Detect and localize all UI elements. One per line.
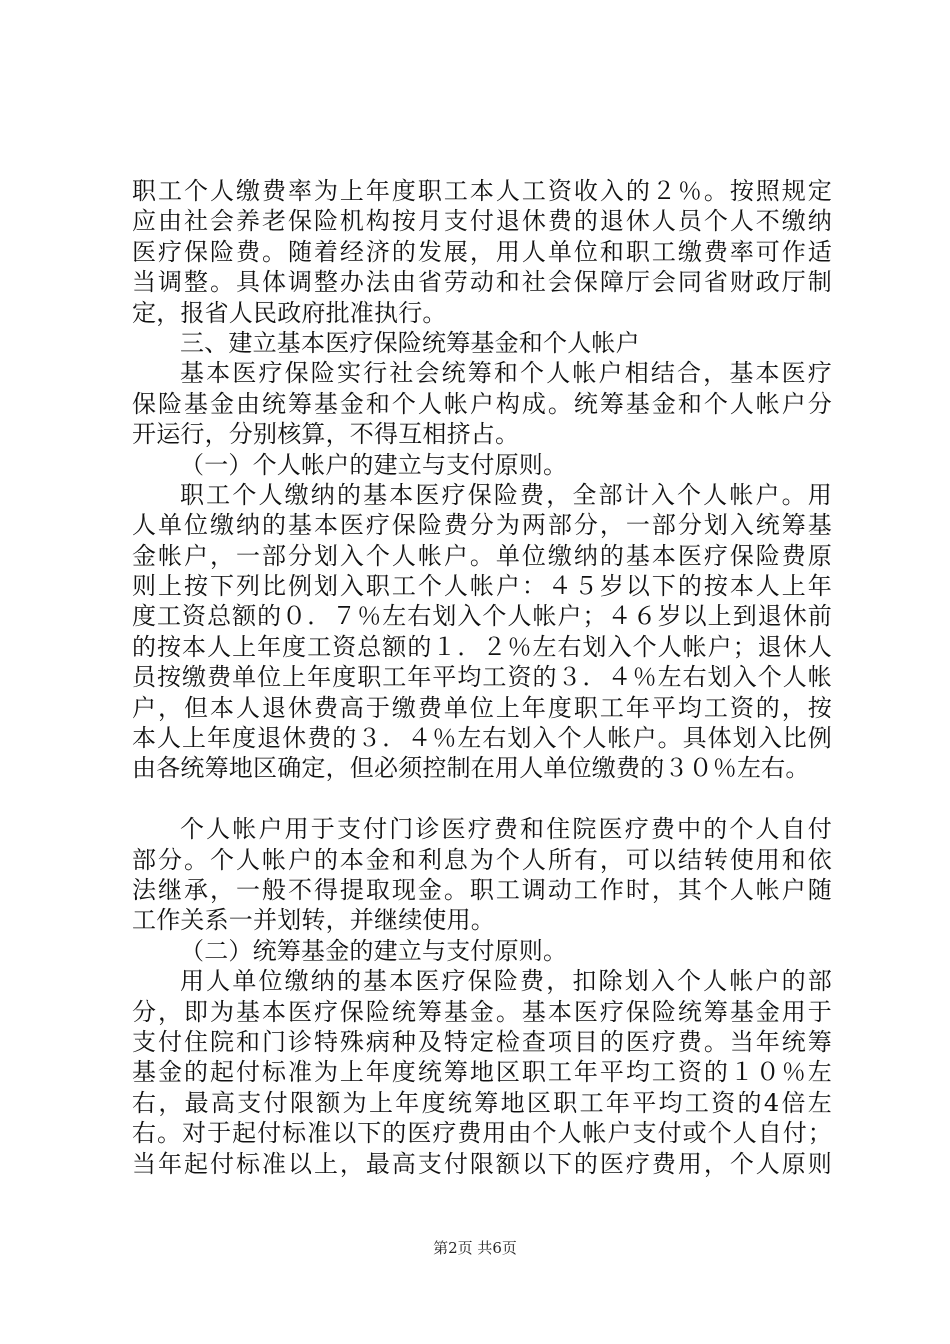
text-line: 应由社会养老保险机构按月支付退休费的退休人员个人不缴纳 xyxy=(132,207,832,236)
text-line: 分，即为基本医疗保险统筹基金。基本医疗保险统筹基金用于 xyxy=(132,997,832,1026)
text-line: 则上按下列比例划入职工个人帐户：４５岁以下的按本人上年 xyxy=(132,572,832,601)
text-line: 三、建立基本医疗保险统筹基金和个人帐户 xyxy=(180,328,640,357)
text-line: 的按本人上年度工资总额的１．２％左右划入个人帐户；退休人 xyxy=(132,632,832,661)
page-number: 第2页 共6页 xyxy=(433,1239,517,1257)
text-line: 支付住院和门诊特殊病种及特定检查项目的医疗费。当年统筹 xyxy=(132,1027,832,1056)
paragraph xyxy=(132,358,832,449)
text-line: 工作关系一并划转，并继续使用。 xyxy=(132,906,495,935)
paragraph xyxy=(132,480,832,784)
paragraph xyxy=(132,176,832,328)
text-line: 个人帐户用于支付门诊医疗费和住院医疗费中的个人自付 xyxy=(180,815,832,844)
text-line: 人单位缴纳的基本医疗保险费分为两部分，一部分划入统筹基 xyxy=(132,511,832,540)
text-line: 保险基金由统筹基金和个人帐户构成。统筹基金和个人帐户分 xyxy=(132,389,832,418)
paragraph xyxy=(132,814,832,936)
page-footer xyxy=(0,1237,950,1258)
text-line: 职工个人缴纳的基本医疗保险费，全部计入个人帐户。用 xyxy=(180,480,832,509)
text-line: （一）个人帐户的建立与支付原则。 xyxy=(180,450,568,479)
text-line: 开运行，分别核算，不得互相挤占。 xyxy=(132,420,520,449)
paragraph-gap xyxy=(132,784,832,814)
paragraph xyxy=(132,966,832,1179)
text-line: 用人单位缴纳的基本医疗保险费，扣除划入个人帐户的部 xyxy=(180,967,832,996)
text-line: 本人上年度退休费的３．４％左右划入个人帐户。具体划入比例 xyxy=(132,724,832,753)
text-line: 金帐户，一部分划入个人帐户。单位缴纳的基本医疗保险费原 xyxy=(132,541,832,570)
text-line: 右，最高支付限额为上年度统筹地区职工年平均工资的4倍左 xyxy=(132,1088,832,1117)
paragraph xyxy=(132,328,832,358)
text-line: 度工资总额的０．７％左右划入个人帐户；４６岁以上到退休前 xyxy=(132,602,832,631)
paragraph xyxy=(132,936,832,966)
paragraph xyxy=(132,450,832,480)
text-line: 户，但本人退休费高于缴费单位上年度职工年平均工资的，按 xyxy=(132,693,832,722)
text-line: 法继承，一般不得提取现金。职工调动工作时，其个人帐户随 xyxy=(132,875,832,904)
text-line: 职工个人缴费率为上年度职工本人工资收入的２％。按照规定 xyxy=(132,177,832,205)
text-line: 医疗保险费。随着经济的发展，用人单位和职工缴费率可作适 xyxy=(132,237,832,266)
text-line: 基金的起付标准为上年度统筹地区职工年平均工资的１０％左 xyxy=(132,1058,832,1087)
document-body xyxy=(132,176,832,1179)
text-line: 部分。个人帐户的本金和利息为个人所有，可以结转使用和依 xyxy=(132,845,832,874)
text-line: 员按缴费单位上年度职工年平均工资的３．４％左右划入个人帐 xyxy=(132,663,832,692)
text-line: 当年起付标准以上，最高支付限额以下的医疗费用，个人原则 xyxy=(132,1149,832,1178)
text-line: 基本医疗保险实行社会统筹和个人帐户相结合，基本医疗 xyxy=(180,359,832,388)
text-line: （二）统筹基金的建立与支付原则。 xyxy=(180,936,568,965)
text-line: 由各统筹地区确定，但必须控制在用人单位缴费的３０％左右。 xyxy=(132,754,810,783)
text-line: 定，报省人民政府批准执行。 xyxy=(132,298,447,327)
text-line: 当调整。具体调整办法由省劳动和社会保障厅会同省财政厅制 xyxy=(132,268,832,297)
text-line: 右。对于起付标准以下的医疗费用由个人帐户支付或个人自付； xyxy=(132,1119,832,1148)
